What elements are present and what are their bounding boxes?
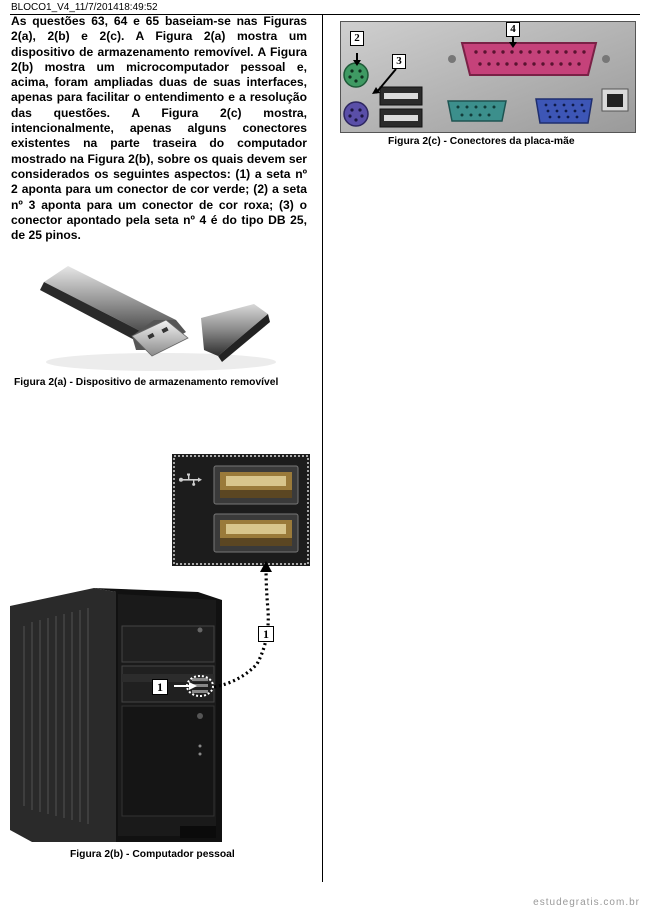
connector-label-3: 3 — [392, 54, 406, 69]
connector-label-4: 4 — [506, 22, 520, 37]
serial-port — [448, 101, 506, 121]
figure-2c-caption: Figura 2(c) - Conectores da placa-mãe — [388, 136, 575, 147]
figure-2b-caption: Figura 2(b) - Computador pessoal — [70, 849, 235, 860]
callout-label-1-front: 1 — [152, 679, 168, 695]
figure-2a-caption: Figura 2(a) - Dispositivo de armazenamento removível — [14, 377, 279, 388]
callout-label-1-upper: 1 — [258, 626, 274, 642]
motherboard-connectors-image — [340, 21, 636, 133]
site-watermark: estudegratis.com.br — [533, 897, 640, 908]
connector-label-2: 2 — [350, 31, 364, 46]
running-head: BLOCO1_V4_11/7/201418:49:52 — [11, 2, 158, 13]
db25-parallel-port — [462, 43, 596, 75]
ps2-green-port — [344, 63, 368, 87]
ps2-purple-port — [344, 102, 368, 126]
question-statement: As questões 63, 64 e 65 baseiam-se nas Figuras 2(a), 2(b) e 2(c). A Figura 2(a) mostra um dispositivo de armazenamento removível. A Figura 2(b) mostra um microcomputador pessoal e, acima, foram ampliadas duas de suas interfaces, apenas para facilitar o entendimento e a resolução das questões. A Figura 2(c) mostra, intencionalmente, apenas alguns conectores existentes na parte traseira do computador mostrado na Figura 2(b), sobre os quais devem ser considerados os seguintes aspectos: (1) a seta nº 2 aponta para um conector de cor verde; (2) a seta nº 3 aponta para um conector de cor roxa; (3) o conector apontado pela seta nº 4 é do tipo DB 25, de 25 pinos. — [11, 14, 307, 243]
